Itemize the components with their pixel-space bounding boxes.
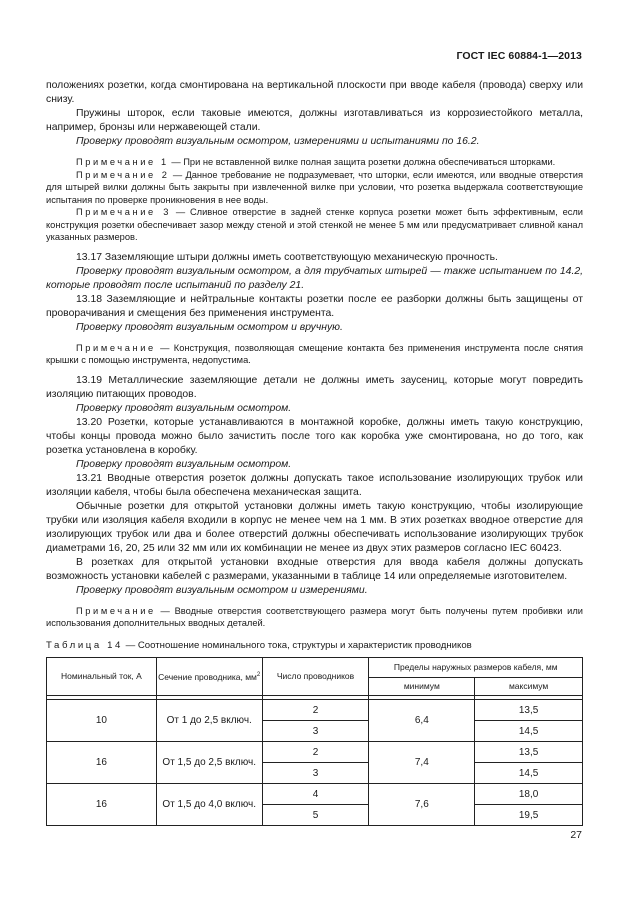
note-text: — Сливное отверстие в задней стенке корпуса розетки может быть эффективным, если конструкция розетки обеспечивает зазор между стеной и этой стенкой не менее 5 мм или предусматривает сливной канал указанных размеров. (46, 207, 584, 242)
header-current: Номинальный ток, А (47, 658, 157, 696)
cell-count: 3 (262, 763, 369, 784)
cell-max: 13,5 (475, 700, 583, 721)
cell-max: 18,0 (475, 784, 583, 805)
paragraph: Обычные розетки для открытой установки должны иметь такую конструкцию, чтобы изолирующие трубки или изоляция кабеля входили в корпус не менее чем на 1 мм. В этих розетках вводное отверстие для изолирующих трубок или два и более отверстий должны обеспечивать использование изолирующих трубок диаметрами 16, 20, 25 или 32 мм или их комбинации не менее из двух этих размеров согласно IEC 60423. (46, 500, 583, 554)
header-limits: Пределы наружных размеров кабеля, мм (369, 658, 583, 678)
paragraph: Пружины шторок, если таковые имеются, должны изготавливаться из коррозиестойкого металла, например, бронзы или нержавеющей стали. (46, 108, 583, 133)
table-row (47, 742, 583, 763)
check-statement: Проверку проводят визуальным осмотром. (76, 458, 292, 470)
note-label: Примечание 1 (76, 157, 169, 167)
cell-current: 10 (47, 700, 157, 742)
note-3 (46, 206, 583, 244)
header-section: Сечение проводника, $мм^2$ (156, 658, 262, 696)
check-statement: Проверку проводят визуальным осмотром и вручную. (76, 321, 343, 333)
cell-section: От 1,5 до 2,5 включ. (156, 742, 262, 784)
main-text (46, 79, 583, 630)
note-label: Примечание 2 (76, 169, 170, 180)
check-statement: Проверку проводят визуальным осмотром, а для трубчатых штырей — также испытанием по 14.2, которые проводят после испытаний по разделу 21. (46, 265, 583, 291)
check-statement: Проверку проводят визуальным осмотром и измерениями. (76, 584, 368, 596)
header-count: Число проводников (262, 658, 369, 696)
paragraph: положениях розетки, когда смонтирована на вертикальной плоскости при вводе кабеля (провода) сверху или снизу. (46, 80, 583, 105)
note-label: Примечание 3 (76, 207, 172, 217)
clause-13-21: 13.21 Вводные отверстия розеток должны допускать такое использование изолирующих трубок или изоляции кабеля, чтобы была обеспечена механическая защита. (46, 472, 583, 498)
cell-max: 14,5 (475, 721, 583, 742)
cell-count: 3 (262, 721, 369, 742)
note-4 (46, 342, 583, 367)
note-label: Примечание (76, 605, 156, 616)
paragraph: В розетках для открытой установки входные отверстия для ввода кабеля должны допускать возможность установки кабелей с размерами, указанными в таблице 14 или определяемые изготовителем. (46, 556, 583, 582)
note-2 (46, 169, 583, 207)
check-statement: Проверку проводят визуальным осмотром. (76, 402, 292, 414)
cell-count: 4 (262, 784, 369, 805)
cell-count: 5 (262, 805, 369, 826)
header-min: минимум (369, 678, 475, 696)
table-row (47, 700, 583, 721)
cell-max: 19,5 (475, 805, 583, 826)
clause-13-17: 13.17 Заземляющие штыри должны иметь соответствующую механическую прочность. (76, 251, 498, 263)
table-caption-text: — Соотношение номинального тока, структуры и характеристик проводников (122, 640, 472, 651)
cell-section: От 1,5 до 4,0 включ. (156, 784, 262, 826)
cell-min: 7,4 (369, 742, 475, 784)
cell-current: 16 (47, 742, 157, 784)
table-caption (46, 640, 472, 651)
cell-count: 2 (262, 700, 369, 721)
note-text: — Данное требование не подразумевает, что шторки, если имеются, или вводные отверстия для штырей вилки должны быть закрыты при извлеченной вилке при условии, что розетка выдержала соответствующие испытания по проверке проникновения в нее воды. (46, 169, 584, 205)
document-header: ГОСТ IEC 60884-1—2013 (456, 50, 582, 62)
note-text: — При не вставленной вилке полная защита розетки должна обеспечиваться шторками. (168, 157, 556, 167)
check-statement: Проверку проводят визуальным осмотром, измерениями и испытаниями по 16.2. (76, 136, 480, 147)
table-caption-label: Таблица 14 (46, 640, 123, 651)
note-1 (46, 156, 583, 169)
cell-max: 14,5 (475, 763, 583, 784)
table-row (47, 784, 583, 805)
clause-13-19: 13.19 Металлические заземляющие детали не должны иметь заусениц, которые могут повредить изоляцию питающих проводов. (46, 374, 583, 400)
clause-13-20: 13.20 Розетки, которые устанавливаются в монтажной коробке, должны иметь такую конструкцию, чтобы концы провода можно было зачистить после того как коробка уже смонтирована, но до того, как розетка установлена в коробку. (46, 416, 583, 456)
cell-section: От 1 до 2,5 включ. (156, 700, 262, 742)
note-text: — Конструкция, позволяющая смещение контакта без применения инструмента после снятия крышки с помощью инструмента, недопустима. (46, 342, 583, 365)
header-max: максимум (475, 678, 583, 696)
conductor-table (46, 657, 583, 826)
note-text: — Вводные отверстия соответствующего размера могут быть получены путем пробивки или использования дополнительных вводных деталей. (46, 605, 583, 628)
clause-13-18: 13.18 Заземляющие и нейтральные контакты розетки после ее разборки должны быть защищены от проворачивания и смещения без применения инструмента. (46, 293, 583, 319)
page-number: 27 (570, 829, 582, 841)
cell-max: 13,5 (475, 742, 583, 763)
cell-min: 6,4 (369, 700, 475, 742)
note-label: Примечание (76, 342, 156, 353)
cell-count: 2 (262, 742, 369, 763)
note-5 (46, 605, 583, 630)
cell-min: 7,6 (369, 784, 475, 826)
cell-current: 16 (47, 784, 157, 826)
